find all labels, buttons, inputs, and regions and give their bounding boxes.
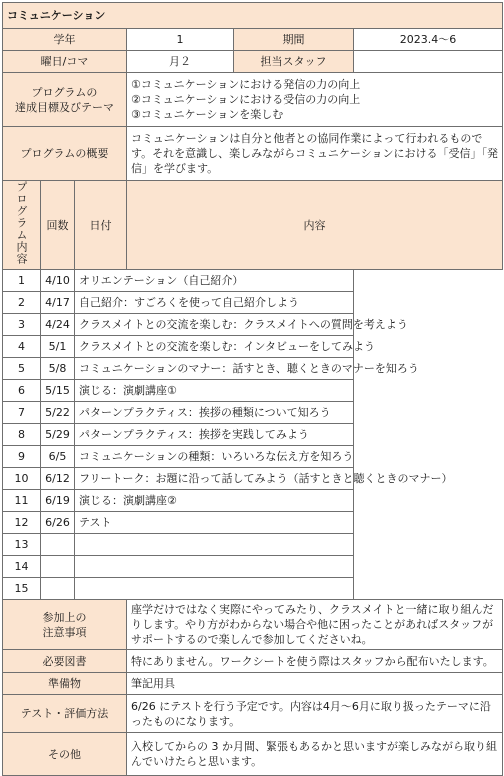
session-number: 3 xyxy=(3,314,41,336)
program-row xyxy=(3,336,503,358)
session-date: 5/22 xyxy=(41,402,75,424)
overview-text: コミュニケーションは自分と他者との協同作業によって行われるものです。それを意識し、楽しみながらコミュニケーションにおける「受信」「発信」を学びます。 xyxy=(127,127,503,181)
evaluation-text: 6/26 にテストを行う予定です。内容は4月～6月に取り扱ったテーマに沿ったものになります。 xyxy=(127,695,503,733)
program-row xyxy=(3,468,503,490)
session-number: 2 xyxy=(3,292,41,314)
grade-value: 1 xyxy=(127,29,234,51)
program-row xyxy=(3,446,503,468)
other-text: 入校してからの 3 か月間、緊張もあるかと思いますが楽しみながら取り組んでいけたらと思います。 xyxy=(127,733,503,776)
grade-label: 学年 xyxy=(3,29,127,51)
session-date: 4/24 xyxy=(41,314,75,336)
program-row xyxy=(3,490,503,512)
session-date: 5/8 xyxy=(41,358,75,380)
session-content: クラスメイトとの交流を楽しむ：インタビューをしてみよう xyxy=(75,336,354,358)
program-row xyxy=(3,556,503,578)
session-content: オリエンテーション（自己紹介） xyxy=(75,270,354,292)
day-value: 月２ xyxy=(127,51,234,73)
session-number: 14 xyxy=(3,556,41,578)
session-number: 12 xyxy=(3,512,41,534)
session-number: 4 xyxy=(3,336,41,358)
session-number: 13 xyxy=(3,534,41,556)
supplies-text: 筆記用具 xyxy=(127,673,503,695)
program-row xyxy=(3,380,503,402)
syllabus-table xyxy=(2,2,503,776)
session-content: 演じる：演劇講座① xyxy=(75,380,354,402)
period-value: 2023.4～6 xyxy=(354,29,503,51)
session-content: パターンプラクティス：挨拶を実践してみよう xyxy=(75,424,354,446)
staff-value xyxy=(354,51,503,73)
session-content: フリートーク：お題に沿って話してみよう（話すときと聴くときのマナー） xyxy=(75,468,354,490)
program-section-label xyxy=(3,181,41,270)
session-date xyxy=(41,556,75,578)
session-content: コミュニケーションのマナー：話すとき、聴くときのマナーを知ろう xyxy=(75,358,354,380)
session-number: 9 xyxy=(3,446,41,468)
books-label: 必要図書 xyxy=(3,650,127,673)
day-label: 曜日/コマ xyxy=(3,51,127,73)
session-content: パターンプラクティス：挨拶の種類について知ろう xyxy=(75,402,354,424)
notes-text: 座学だけではなく実際にやってみたり、クラスメイトと一緒に取り組んだりします。やり方がわからない場合や他に困ったことがあればスタッフがサポートするので楽しんで参加してくださいね。 xyxy=(127,600,503,650)
session-date xyxy=(41,534,75,556)
overview-label: プログラムの概要 xyxy=(3,127,127,181)
evaluation-label: テスト・評価方法 xyxy=(3,695,127,733)
col-header-num: 回数 xyxy=(41,181,75,270)
program-row xyxy=(3,578,503,600)
session-date: 4/10 xyxy=(41,270,75,292)
course-title: コミュニケーション xyxy=(3,3,503,29)
goals-list xyxy=(127,73,503,127)
notes-label-line2: 注意事項 xyxy=(42,625,87,639)
staff-label: 担当スタッフ xyxy=(234,51,354,73)
program-row xyxy=(3,292,503,314)
goal-item: ①コミュニケーションにおける発信の力の向上 xyxy=(131,78,361,91)
notes-label-line1: 参加上の xyxy=(42,610,87,624)
program-row xyxy=(3,314,503,336)
session-number: 10 xyxy=(3,468,41,490)
col-header-content: 内容 xyxy=(127,181,503,270)
session-content: テスト xyxy=(75,512,354,534)
goal-item: ②コミュニケーションにおける受信の力の向上 xyxy=(131,93,361,106)
session-content xyxy=(75,578,354,600)
session-date xyxy=(41,578,75,600)
supplies-label: 準備物 xyxy=(3,673,127,695)
session-number: 11 xyxy=(3,490,41,512)
session-date: 6/5 xyxy=(41,446,75,468)
program-row xyxy=(3,512,503,534)
program-row xyxy=(3,424,503,446)
notes-label xyxy=(3,600,127,650)
session-content: クラスメイトとの交流を楽しむ：クラスメイトへの質問を考えよう xyxy=(75,314,354,336)
session-date: 6/26 xyxy=(41,512,75,534)
goal-item: ③コミュニケーションを楽しむ xyxy=(131,108,284,121)
col-header-date: 日付 xyxy=(75,181,127,270)
program-row xyxy=(3,270,503,292)
other-label: その他 xyxy=(3,733,127,776)
session-content xyxy=(75,534,354,556)
session-number: 8 xyxy=(3,424,41,446)
session-content: 演じる：演劇講座② xyxy=(75,490,354,512)
period-label: 期間 xyxy=(234,29,354,51)
session-number: 15 xyxy=(3,578,41,600)
session-date: 5/15 xyxy=(41,380,75,402)
goals-label-line1: プログラムの xyxy=(31,85,98,99)
books-text: 特にありません。ワークシートを使う際はスタッフから配布いたします。 xyxy=(127,650,503,673)
goals-label-line2: 達成目標及びテーマ xyxy=(15,100,114,114)
program-row xyxy=(3,534,503,556)
session-number: 5 xyxy=(3,358,41,380)
session-date: 5/1 xyxy=(41,336,75,358)
program-row xyxy=(3,402,503,424)
program-row xyxy=(3,358,503,380)
goals-label xyxy=(3,73,127,127)
session-date: 5/29 xyxy=(41,424,75,446)
session-number: 7 xyxy=(3,402,41,424)
session-number: 1 xyxy=(3,270,41,292)
session-content: 自己紹介：すごろくを使って自己紹介しよう xyxy=(75,292,354,314)
session-number: 6 xyxy=(3,380,41,402)
session-date: 6/19 xyxy=(41,490,75,512)
session-date: 4/17 xyxy=(41,292,75,314)
session-date: 6/12 xyxy=(41,468,75,490)
session-content xyxy=(75,556,354,578)
session-content: コミュニケーションの種類：いろいろな伝え方を知ろう xyxy=(75,446,354,468)
program-section-label-text: プログラム内容 xyxy=(15,181,28,265)
